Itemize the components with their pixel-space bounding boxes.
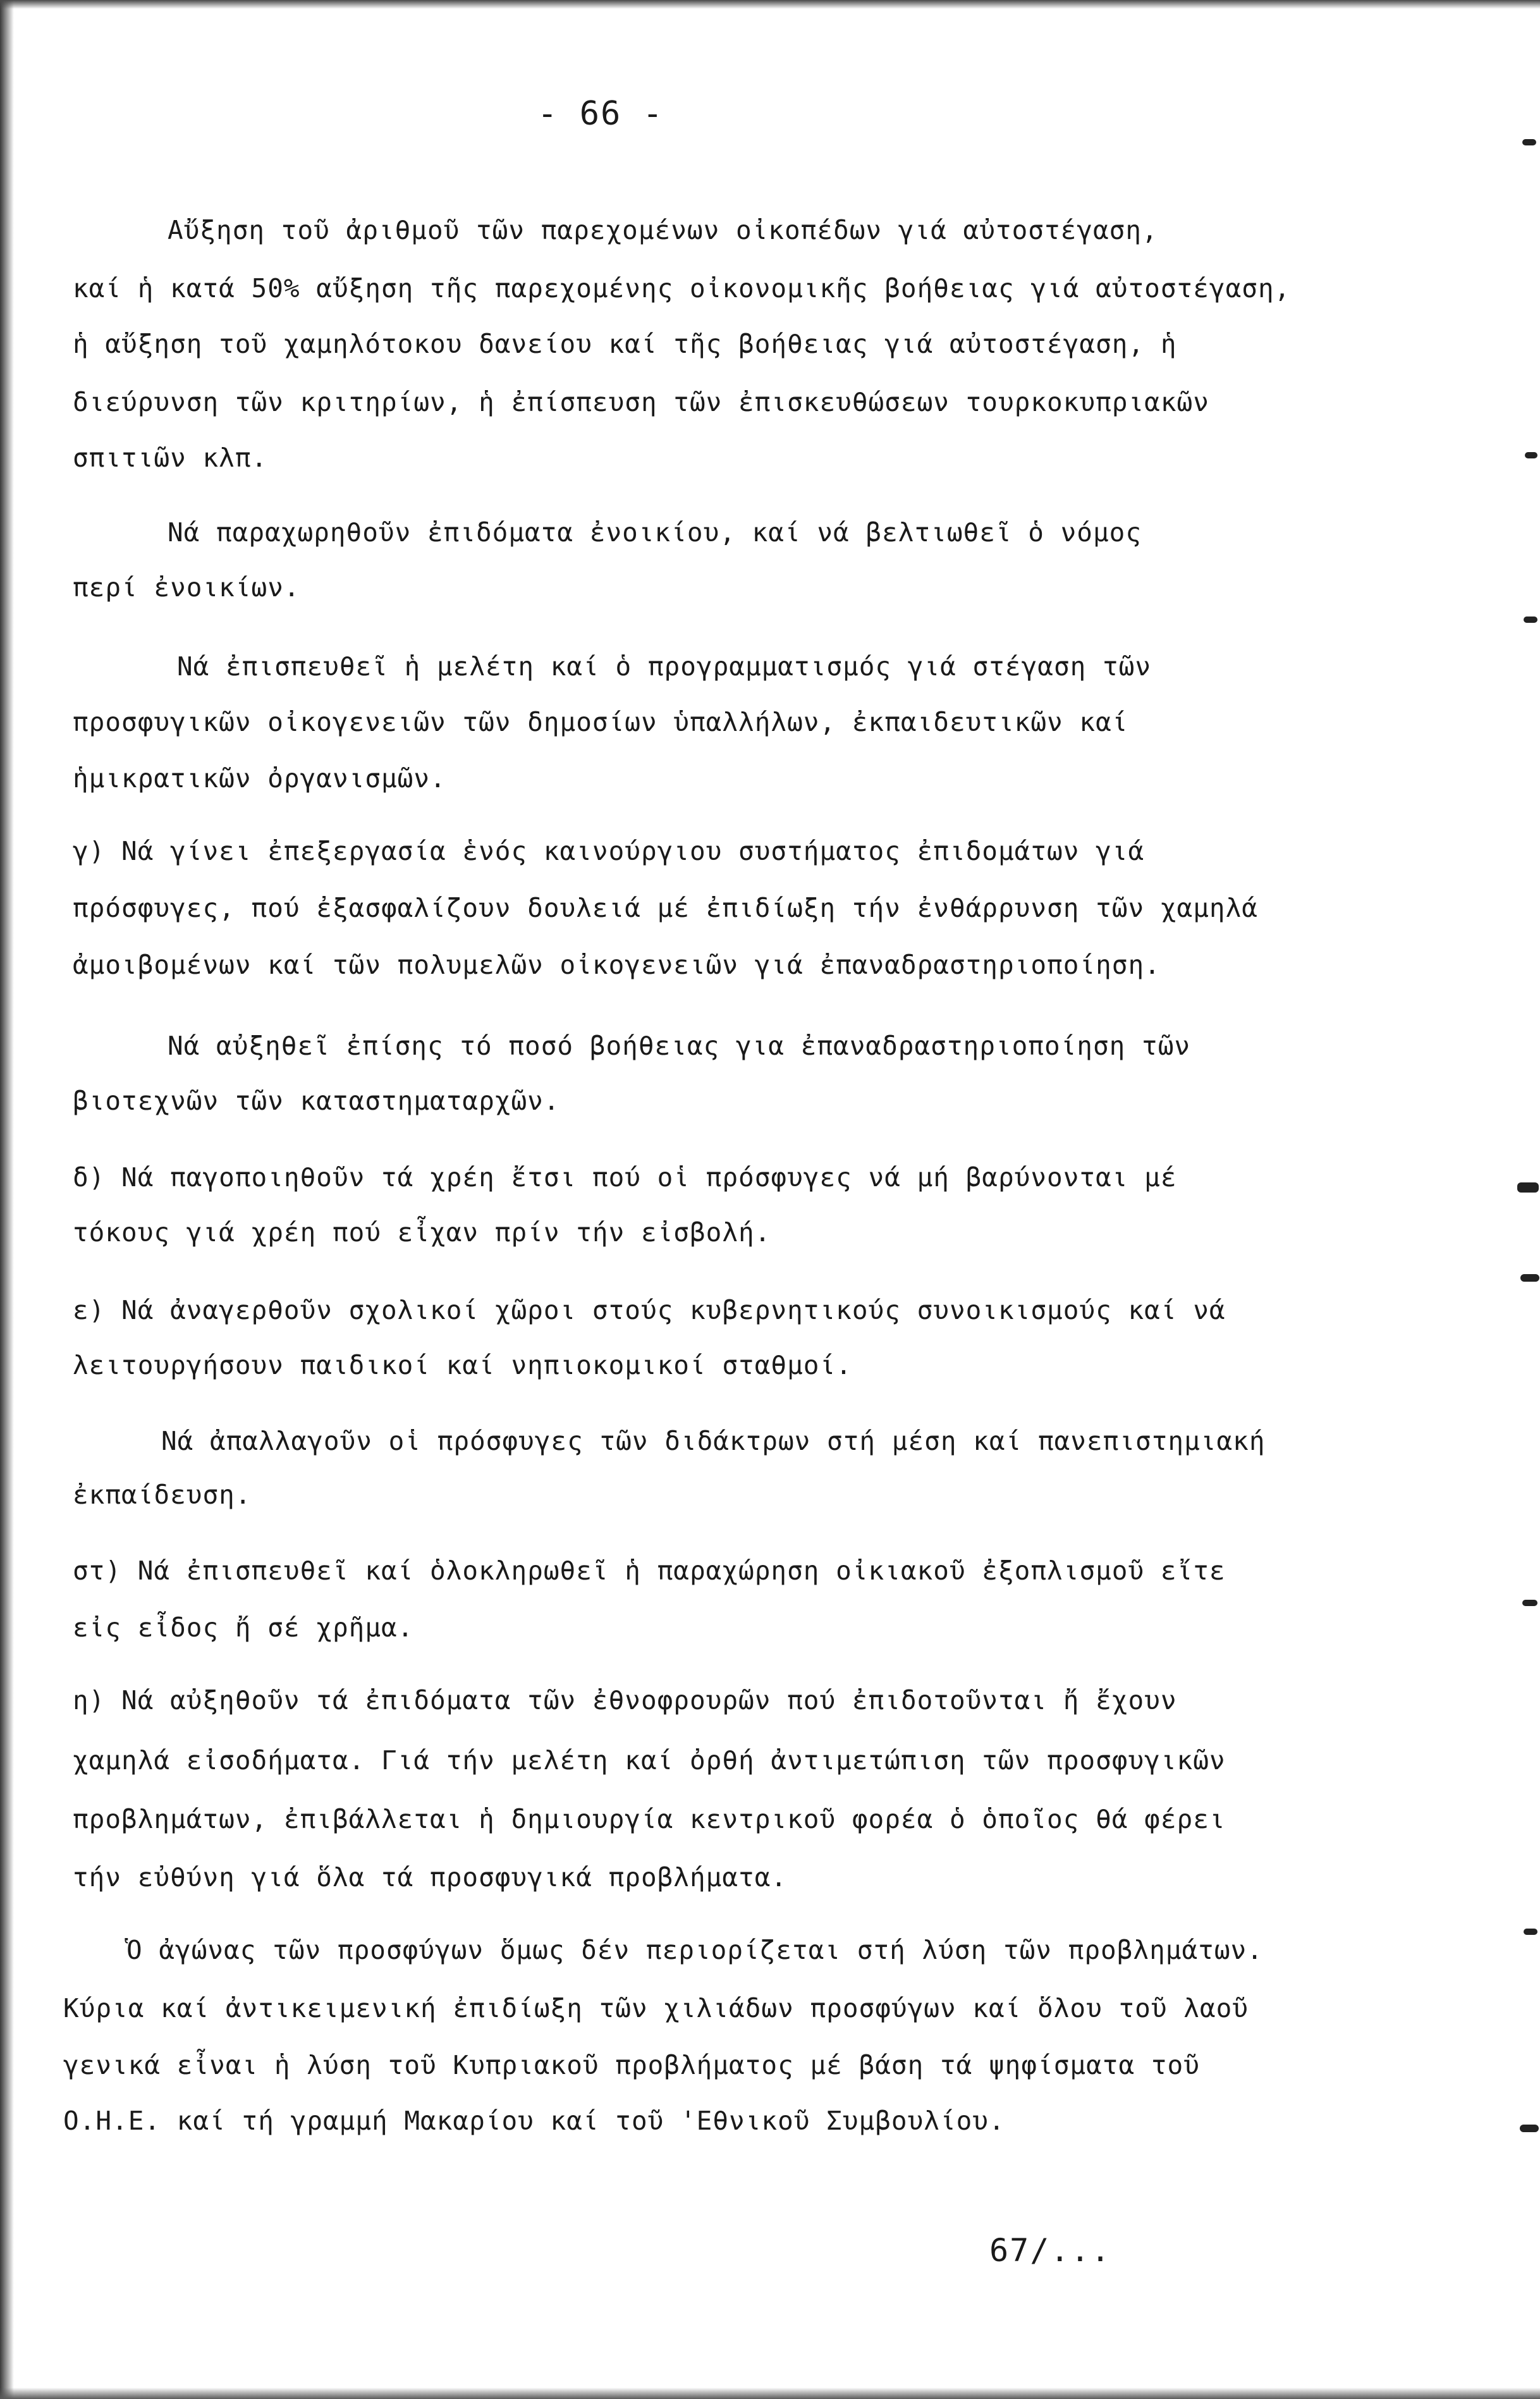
text-line: προσφυγικῶν οἰκογενειῶν τῶν δημοσίων ὑπαλλήλων, ἐκπαιδευτικῶν καί [73, 707, 1128, 737]
text-line: Κύρια καί ἀντικειμενική ἐπιδίωξη τῶν χιλιάδων προσφύγων καί ὅλου τοῦ λαοῦ [63, 1993, 1249, 2023]
text-line: Νά ἐπισπευθεῖ ἡ μελέτη καί ὁ προγραμματισμός γιά στέγαση τῶν [177, 651, 1152, 682]
scan-mark [1520, 2125, 1539, 2132]
text-line: ἡμικρατικῶν ὀργανισμῶν. [73, 763, 446, 794]
scan-edge-bottom [0, 2388, 1540, 2399]
text-line: σπιτιῶν κλπ. [73, 443, 268, 473]
text-line: γ) Νά γίνει ἐπεξεργασία ἑνός καινούργιου συστήματος ἐπιδομάτων γιά [73, 836, 1145, 866]
text-line: στ) Νά ἐπισπευθεῖ καί ὁλοκληρωθεῖ ἡ παραχώρηση οἰκιακοῦ ἐξοπλισμοῦ εἴτε [73, 1555, 1226, 1586]
text-line: ἐκπαίδευση. [73, 1480, 252, 1510]
text-line: Ο.Η.Ε. καί τή γραμμή Μακαρίου καί τοῦ 'Εθνικοῦ Συμβουλίου. [63, 2106, 1005, 2136]
text-line: ἡ αὔξηση τοῦ χαμηλότοκου δανείου καί τῆς βοήθειας γιά αὐτοστέγαση, ἡ [73, 329, 1177, 359]
scan-mark [1522, 1600, 1537, 1606]
scan-mark [1517, 1182, 1539, 1193]
text-line: Αὔξηση τοῦ ἀριθμοῦ τῶν παρεχομένων οἰκοπέδων γιά αὐτοστέγαση, [168, 215, 1158, 245]
scan-mark [1525, 452, 1537, 458]
text-line: ἀμοιβομένων καί τῶν πολυμελῶν οἰκογενειῶν γιά ἐπαναδραστηριοποίηση. [73, 950, 1161, 980]
text-line: γενικά εἶναι ἡ λύση τοῦ Κυπριακοῦ προβλήματος μέ βάση τά ψηφίσματα τοῦ [63, 2050, 1200, 2080]
text-line: τόκους γιά χρέη πού εἶχαν πρίν τήν εἰσβολή. [73, 1217, 771, 1248]
text-line: χαμηλά εἰσοδήματα. Γιά τήν μελέτη καί ὀρθή ἀντιμετώπιση τῶν προσφυγικῶν [73, 1745, 1226, 1776]
scan-edge-left [0, 0, 14, 2399]
text-line: λειτουργήσουν παιδικοί καί νηπιοκομικοί σταθμοί. [73, 1350, 852, 1380]
text-line: Νά ἀπαλλαγοῦν οἱ πρόσφυγες τῶν διδάκτρων στή μέση καί πανεπιστημιακή [161, 1426, 1266, 1456]
text-line: Ὁ ἀγώνας τῶν προσφύγων ὅμως δέν περιορίζεται στή λύση τῶν προβλημάτων. [126, 1935, 1263, 1965]
text-line: Νά παραχωρηθοῦν ἐπιδόματα ἐνοικίου, καί νά βελτιωθεῖ ὁ νόμος [168, 517, 1142, 548]
scan-mark [1520, 1274, 1539, 1282]
continuation-marker: 67/... [989, 2232, 1111, 2269]
text-line: η) Νά αὐξηθοῦν τά ἐπιδόματα τῶν ἐθνοφρουρῶν πού ἐπιδοτοῦνται ἤ ἔχουν [73, 1685, 1177, 1715]
scan-edge-top [0, 0, 1540, 9]
scan-mark [1524, 617, 1537, 623]
page-number: - 66 - [537, 95, 664, 133]
text-line: βιοτεχνῶν τῶν καταστηματαρχῶν. [73, 1086, 560, 1116]
text-line: τήν εὐθύνη γιά ὅλα τά προσφυγικά προβλήματα. [73, 1862, 788, 1893]
text-line: εἰς εἶδος ἤ σέ χρῆμα. [73, 1612, 414, 1643]
text-line: προβλημάτων, ἐπιβάλλεται ἡ δημιουργία κεντρικοῦ φορέα ὁ ὁποῖος θά φέρει [73, 1804, 1226, 1834]
text-line: Νά αὐξηθεῖ ἐπίσης τό ποσό βοήθειας για ἐπαναδραστηριοποίηση τῶν [168, 1031, 1191, 1061]
scan-mark [1522, 139, 1536, 145]
text-line: διεύρυνση τῶν κριτηρίων, ἡ ἐπίσπευση τῶν ἐπισκευθώσεων τουρκοκυπριακῶν [73, 387, 1209, 417]
scan-mark [1524, 1929, 1537, 1935]
text-line: ε) Νά ἀναγερθοῦν σχολικοί χῶροι στούς κυβερνητικούς συνοικισμούς καί νά [73, 1295, 1226, 1325]
text-line: πρόσφυγες, πού ἐξασφαλίζουν δουλειά μέ ἐπιδίωξη τήν ἐνθάρρυνση τῶν χαμηλά [73, 893, 1258, 923]
text-line: περί ἐνοικίων. [73, 572, 300, 603]
text-line: καί ἡ κατά 50% αὔξηση τῆς παρεχομένης οἰκονομικῆς βοήθειας γιά αὐτοστέγαση, [73, 273, 1291, 304]
text-line: δ) Νά παγοποιηθοῦν τά χρέη ἔτσι πού οἱ πρόσφυγες νά μή βαρύνονται μέ [73, 1162, 1177, 1193]
